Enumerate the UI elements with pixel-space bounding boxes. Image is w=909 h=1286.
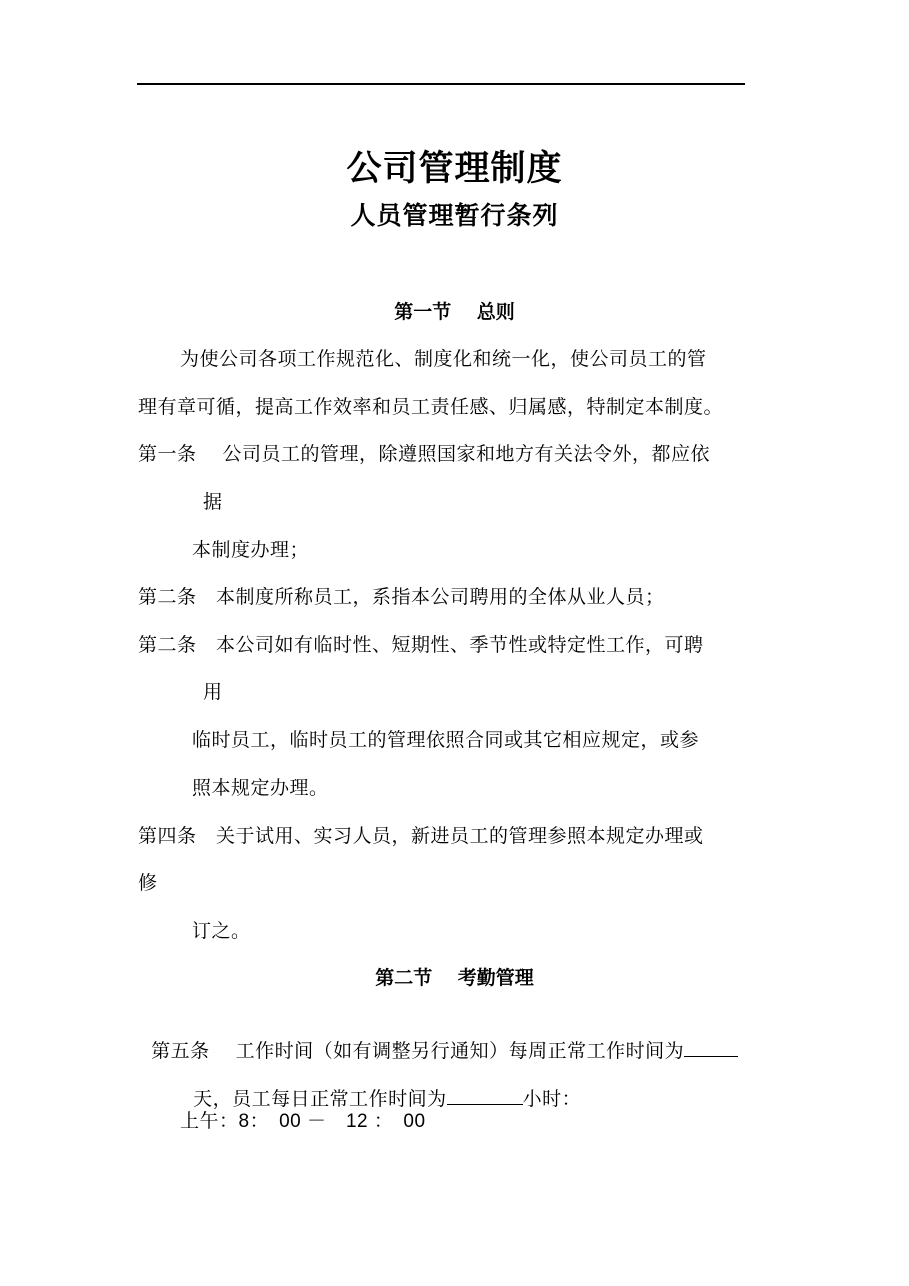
article-4-line: 第四条 关于试用、实习人员，新进员工的管理参照本规定办理或 <box>138 825 704 847</box>
article-4-line: 订之。 <box>192 920 251 942</box>
article-5-line <box>180 1062 581 1111</box>
article-5-text: 天，员工每日正常工作时间为 <box>193 1088 447 1110</box>
article-4-line: 修 <box>138 872 158 894</box>
document-title: 公司管理制度 <box>346 149 563 189</box>
intro-paragraph-line: 为使公司各项工作规范化、制度化和统一化，使公司员工的管 <box>180 348 707 370</box>
header-rule <box>137 83 745 85</box>
article-5-line <box>138 1014 738 1063</box>
document-subtitle: 人员管理暂行条列 <box>350 201 559 230</box>
days-per-week-blank <box>684 1038 738 1057</box>
article-3-line: 第二条 本公司如有临时性、短期性、季节性或特定性工作，可聘 <box>138 634 704 656</box>
article-5-text: 小时： <box>522 1088 582 1110</box>
hours-per-day-blank <box>447 1086 523 1105</box>
article-3-line: 用 <box>203 681 223 703</box>
article-3-line: 临时员工，临时员工的管理依照合同或其它相应规定，或参 <box>192 729 700 751</box>
section-heading-attendance: 第二节 考勤管理 <box>375 967 534 989</box>
article-3-line: 照本规定办理。 <box>192 777 329 799</box>
article-1-line: 本制度办理； <box>192 539 310 561</box>
article-2-line: 第二条 本制度所称员工，系指本公司聘用的全体从业人员； <box>138 586 665 608</box>
article-1-line: 据 <box>203 491 223 513</box>
section-heading-general: 第一节 总则 <box>394 301 515 323</box>
morning-hours-line: 上午：8： 00 － 12 ： 00 <box>180 1111 426 1132</box>
article-1-line: 第一条 公司员工的管理，除遵照国家和地方有关法令外，都应依 <box>138 443 711 465</box>
article-5-text: 第五条 工作时间（如有调整另行通知）每周正常工作时间为 <box>151 1040 685 1062</box>
intro-paragraph-line: 理有章可循，提高工作效率和员工责任感、归属感，特制定本制度。 <box>138 396 724 418</box>
